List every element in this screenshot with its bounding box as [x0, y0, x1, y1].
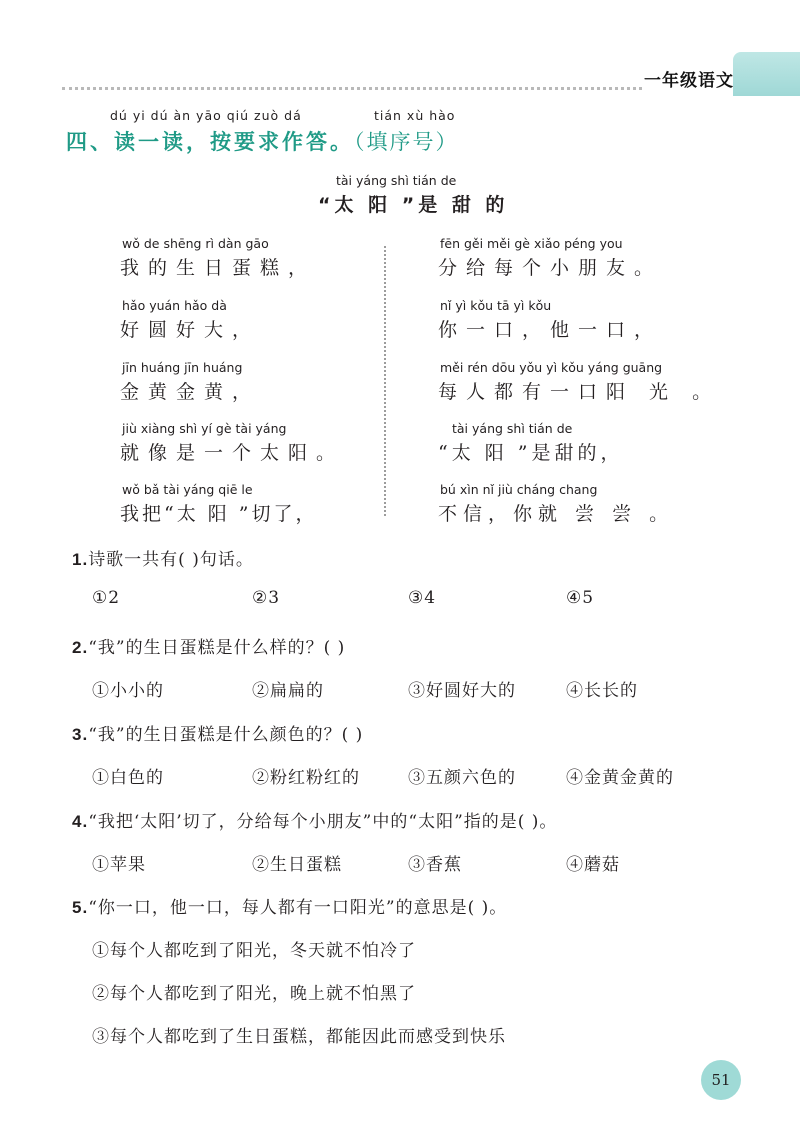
poem-left-pinyin-5: wǒ bǎ tài yáng qiē le: [122, 482, 253, 497]
question-2-option-3[interactable]: ③好圆好大的: [408, 681, 516, 701]
poem-right-line-1: 分给每个小朋友。: [438, 257, 663, 279]
question-1-option-4[interactable]: ④5: [566, 588, 595, 608]
question-1-option-3[interactable]: ③4: [408, 588, 437, 608]
question-1-number: 1.: [72, 550, 89, 569]
section-pinyin-left: dú yi dú àn yāo qiú zuò dá: [110, 108, 302, 123]
question-3: [72, 720, 363, 745]
question-1: [72, 545, 254, 570]
question-3-option-2[interactable]: ②粉红粉红的: [252, 768, 360, 788]
page-number: 51: [711, 1071, 731, 1089]
question-2-option-2[interactable]: ②扁扁的: [252, 681, 324, 701]
poem-right-pinyin-3: měi rén dōu yǒu yì kǒu yáng guāng: [440, 360, 663, 375]
question-5-number: 5.: [72, 898, 89, 917]
question-4-text: “我把‘太阳’切了，分给每个小朋友”中的“太阳”指的是( )。: [88, 812, 558, 832]
poem-right-pinyin-4: tài yáng shì tián de: [452, 421, 573, 436]
poem-left-line-5: 我把“太 阳 ”切了，: [120, 503, 318, 525]
poem-left-pinyin-1: wǒ de shēng rì dàn gāo: [122, 236, 269, 251]
question-4-number: 4.: [72, 812, 89, 831]
section-title-text: 四、读一读，按要求作答。: [66, 130, 354, 154]
header-dotted-rule: [62, 87, 642, 90]
question-1-text: 诗歌一共有( )句话。: [88, 550, 254, 570]
poem-left-pinyin-3: jīn huáng jīn huáng: [122, 360, 243, 375]
question-3-text: “我”的生日蛋糕是什么颜色的？( ): [88, 725, 364, 745]
poem-title: “太 阳 ”是 甜 的: [318, 194, 509, 216]
poem-left-line-1: 我的生日蛋糕，: [120, 257, 317, 279]
question-3-option-1[interactable]: ①白色的: [92, 768, 164, 788]
poem-right-pinyin-1: fēn gěi měi gè xiǎo péng you: [440, 236, 623, 251]
question-5-option-2[interactable]: ②每个人都吃到了阳光，晚上就不怕黑了: [92, 984, 416, 1004]
question-5-option-1[interactable]: ①每个人都吃到了阳光，冬天就不怕冷了: [92, 941, 416, 961]
page-number-badge: [701, 1060, 741, 1100]
poem-left-pinyin-4: jiù xiàng shì yí gè tài yáng: [122, 421, 287, 436]
grade-label: 一年级语文: [644, 71, 734, 91]
question-4-option-2[interactable]: ②生日蛋糕: [252, 855, 342, 875]
question-2: [72, 633, 345, 658]
section-title: [66, 126, 459, 156]
question-5-text: “你一口，他一口，每人都有一口阳光”的意思是( )。: [88, 898, 508, 918]
poem-right-line-5: 不信，你就 尝 尝 。: [438, 503, 675, 525]
question-2-option-1[interactable]: ①小小的: [92, 681, 164, 701]
section-hint: （填序号）: [354, 130, 459, 154]
question-1-option-2[interactable]: ②3: [252, 588, 281, 608]
poem-right-line-4: “太 阳 ”是甜的，: [438, 442, 624, 464]
poem-title-pinyin: tài yáng shì tián de: [336, 173, 457, 188]
question-1-option-1[interactable]: ①2: [92, 588, 121, 608]
question-4: [72, 807, 557, 832]
poem-column-divider: [384, 246, 386, 516]
section-pinyin-right: tián xù hào: [374, 108, 456, 123]
question-2-option-4[interactable]: ④长长的: [566, 681, 638, 701]
poem-left-line-2: 好圆好大，: [120, 319, 261, 341]
poem-right-line-2: 你一口，他一口，: [438, 319, 663, 341]
poem-left-pinyin-2: hǎo yuán hǎo dà: [122, 298, 227, 313]
question-4-option-1[interactable]: ①苹果: [92, 855, 146, 875]
question-4-option-4[interactable]: ④蘑菇: [566, 855, 620, 875]
question-5-option-3[interactable]: ③每个人都吃到了生日蛋糕，都能因此而感受到快乐: [92, 1027, 506, 1047]
question-3-number: 3.: [72, 725, 89, 744]
poem-right-pinyin-5: bú xìn nǐ jiù cháng chang: [440, 482, 598, 497]
question-4-option-3[interactable]: ③香蕉: [408, 855, 462, 875]
poem-left-line-3: 金黄金黄，: [120, 381, 261, 403]
question-2-number: 2.: [72, 638, 89, 657]
question-2-text: “我”的生日蛋糕是什么样的？( ): [88, 638, 346, 658]
question-3-option-3[interactable]: ③五颜六色的: [408, 768, 516, 788]
poem-right-pinyin-2: nǐ yì kǒu tā yì kǒu: [440, 298, 552, 313]
poem-right-line-3: 每人都有一口阳 光 。: [438, 381, 721, 403]
question-3-option-4[interactable]: ④金黄金黄的: [566, 768, 674, 788]
grade-tab-accent: [733, 52, 800, 96]
question-5: [72, 893, 507, 918]
poem-left-line-4: 就像是一个太阳。: [120, 442, 345, 464]
